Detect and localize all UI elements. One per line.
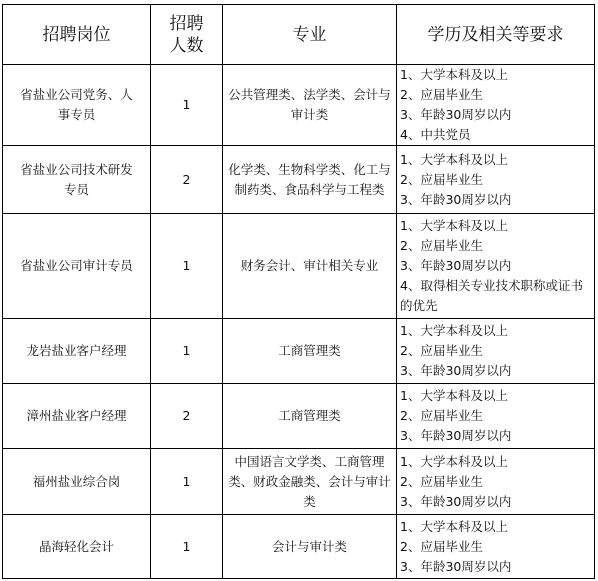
table-row — [3, 319, 595, 384]
requirement-item: 2、应届毕业生 — [400, 343, 483, 358]
requirement-item: 2、应届毕业生 — [400, 171, 483, 187]
count-cell: 2 — [151, 146, 223, 214]
header-requirements: 学历及相关等要求 — [397, 5, 595, 65]
requirement-item: 2、应届毕业生 — [400, 238, 483, 253]
requirement-item: 1、大学本科及以上 — [400, 67, 508, 82]
table-header-row — [3, 5, 595, 65]
position-cell: 福州盐业综合岗 — [3, 449, 151, 515]
requirement-item: 1、大学本科及以上 — [400, 453, 508, 469]
major-cell: 公共管理类、法学类、会计与审计类 — [223, 65, 397, 146]
requirements-cell — [397, 515, 595, 579]
requirements-cell — [397, 319, 595, 384]
requirement-item: 1、大学本科及以上 — [400, 151, 508, 167]
requirement-item: 3、年龄30周岁以内 — [400, 363, 512, 378]
requirements-cell — [397, 214, 595, 319]
major-cell: 中国语言文学类、工商管理类、财政金融类、会计与审计类 — [223, 449, 397, 515]
requirement-item: 2、应届毕业生 — [400, 473, 483, 489]
requirement-item: 3、年龄30周岁以内 — [400, 493, 512, 509]
requirement-item: 3、年龄30周岁以内 — [400, 428, 512, 443]
major-cell: 工商管理类 — [223, 384, 397, 449]
requirements-cell — [397, 384, 595, 449]
position-cell: 省盐业公司技术研发专员 — [3, 146, 151, 214]
count-cell: 2 — [151, 384, 223, 449]
header-position: 招聘岗位 — [3, 5, 151, 65]
requirement-item: 3、年龄30周岁以内 — [400, 558, 512, 574]
table-row — [3, 384, 595, 449]
major-cell: 财务会计、审计相关专业 — [223, 214, 397, 319]
position-cell: 龙岩盐业客户经理 — [3, 319, 151, 384]
requirement-item: 4、中共党员 — [400, 127, 471, 142]
table-row — [3, 515, 595, 579]
requirement-item: 1、大学本科及以上 — [400, 218, 508, 233]
count-cell: 1 — [151, 65, 223, 146]
recruitment-table — [2, 4, 595, 579]
count-cell: 1 — [151, 214, 223, 319]
major-cell: 工商管理类 — [223, 319, 397, 384]
table-row — [3, 146, 595, 214]
requirement-item: 2、应届毕业生 — [400, 87, 483, 102]
table-row — [3, 65, 595, 146]
position-cell: 漳州盐业客户经理 — [3, 384, 151, 449]
position-cell: 晶海轻化会计 — [3, 515, 151, 579]
requirements-cell — [397, 146, 595, 214]
position-cell: 省盐业公司审计专员 — [3, 214, 151, 319]
count-cell: 1 — [151, 449, 223, 515]
count-cell: 1 — [151, 319, 223, 384]
table-row — [3, 214, 595, 319]
requirement-item: 3、年龄30周岁以内 — [400, 107, 512, 122]
header-count: 招聘人数 — [151, 5, 223, 65]
requirement-item: 1、大学本科及以上 — [400, 518, 508, 534]
count-cell: 1 — [151, 515, 223, 579]
table-row — [3, 449, 595, 515]
position-cell: 省盐业公司党务、人事专员 — [3, 65, 151, 146]
requirement-item: 3、年龄30周岁以内 — [400, 191, 512, 207]
major-cell: 会计与审计类 — [223, 515, 397, 579]
requirement-item: 2、应届毕业生 — [400, 408, 483, 423]
requirements-cell — [397, 449, 595, 515]
requirement-item: 1、大学本科及以上 — [400, 388, 508, 403]
requirement-item: 2、应届毕业生 — [400, 538, 483, 554]
requirement-item: 4、取得相关专业技术职称或证书的优先 — [400, 278, 583, 313]
major-cell: 化学类、生物科学类、化工与制药类、食品科学与工程类 — [223, 146, 397, 214]
header-major: 专业 — [223, 5, 397, 65]
requirement-item: 3、年龄30周岁以内 — [400, 258, 512, 273]
requirement-item: 1、大学本科及以上 — [400, 323, 508, 338]
requirements-cell — [397, 65, 595, 146]
